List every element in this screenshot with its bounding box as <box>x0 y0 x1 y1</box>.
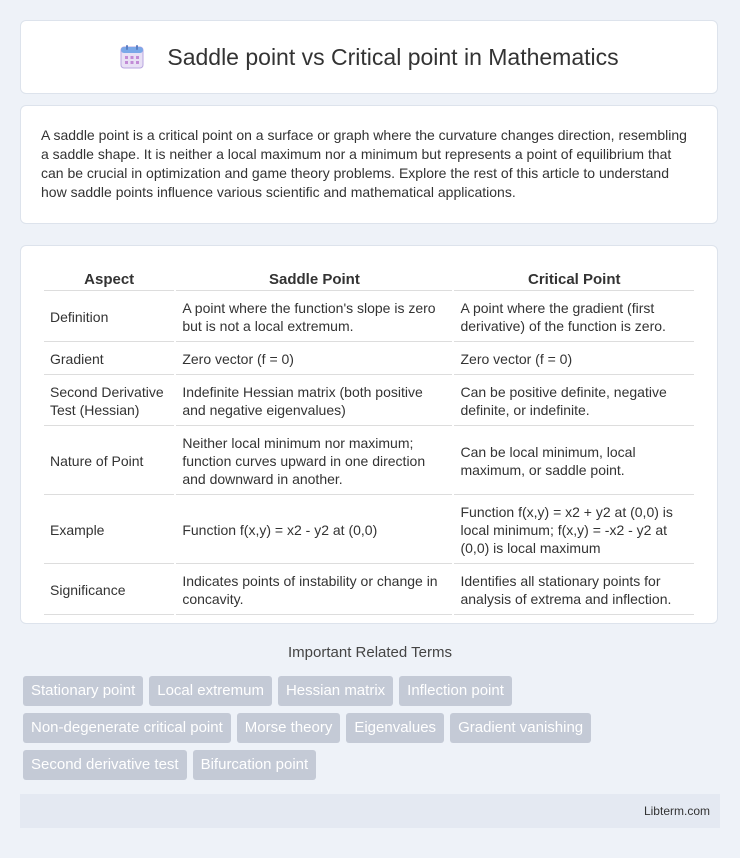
cell-critical: Identifies all stationary points for analysis of extrema and inflection. <box>454 566 694 615</box>
cell-critical: Can be local minimum, local maximum, or saddle point. <box>454 428 694 495</box>
cell-critical: Function f(x,y) = x2 + y2 at (0,0) is local minimum; f(x,y) = -x2 - y2 at (0,0) is local maximum <box>454 497 694 564</box>
tag-morse-theory[interactable]: Morse theory <box>237 713 341 743</box>
table-row <box>44 428 694 495</box>
comparison-table <box>42 266 696 617</box>
page-title: Saddle point vs Critical point in Mathematics <box>167 43 619 70</box>
cell-critical: Can be positive definite, negative definite, or indefinite. <box>454 377 694 426</box>
table-row <box>44 497 694 564</box>
table-row <box>44 293 694 342</box>
related-terms-list <box>23 676 723 787</box>
cell-aspect: Nature of Point <box>44 428 174 495</box>
cell-aspect: Significance <box>44 566 174 615</box>
table-row <box>44 377 694 426</box>
cell-saddle: Zero vector (f = 0) <box>176 344 452 375</box>
header-aspect: Aspect <box>44 268 174 291</box>
cell-critical: A point where the gradient (first derivative) of the function is zero. <box>454 293 694 342</box>
cell-critical: Zero vector (f = 0) <box>454 344 694 375</box>
tag-gradient-vanishing[interactable]: Gradient vanishing <box>450 713 591 743</box>
table-row <box>44 344 694 375</box>
header-critical-point: Critical Point <box>454 268 694 291</box>
footer <box>20 794 720 828</box>
calendar-icon <box>119 44 145 70</box>
related-terms-title: Important Related Terms <box>288 644 452 661</box>
cell-aspect: Second Derivative Test (Hessian) <box>44 377 174 426</box>
tag-hessian-matrix[interactable]: Hessian matrix <box>278 676 393 706</box>
table-header-row <box>44 268 694 291</box>
tag-second-derivative-test[interactable]: Second derivative test <box>23 750 187 780</box>
intro-card <box>20 105 718 224</box>
tag-bifurcation-point[interactable]: Bifurcation point <box>193 750 317 780</box>
intro-text: A saddle point is a critical point on a surface or graph where the curvature changes direction, resembling a saddle shape. It is neither a local maximum nor a minimum but represents a point of equilibrium that can be crucial in optimization and game theory problems. Explore the rest of this article to understand how saddle points influence various scientific and mathematical applications. <box>41 127 687 200</box>
tag-eigenvalues[interactable]: Eigenvalues <box>346 713 444 743</box>
table-row <box>44 566 694 615</box>
tag-non-degenerate-critical-point[interactable]: Non-degenerate critical point <box>23 713 231 743</box>
comparison-card <box>20 245 718 624</box>
tag-local-extremum[interactable]: Local extremum <box>149 676 272 706</box>
cell-saddle: Indicates points of instability or change in concavity. <box>176 566 452 615</box>
cell-saddle: Neither local minimum nor maximum; function curves upward in one direction and downward in another. <box>176 428 452 495</box>
cell-saddle: Indefinite Hessian matrix (both positive and negative eigenvalues) <box>176 377 452 426</box>
cell-aspect: Gradient <box>44 344 174 375</box>
cell-saddle: Function f(x,y) = x2 - y2 at (0,0) <box>176 497 452 564</box>
cell-aspect: Example <box>44 497 174 564</box>
footer-link[interactable]: Libterm.com <box>643 804 710 818</box>
title-card <box>20 20 718 94</box>
cell-aspect: Definition <box>44 293 174 342</box>
tag-stationary-point[interactable]: Stationary point <box>23 676 143 706</box>
header-saddle-point: Saddle Point <box>176 268 452 291</box>
tag-inflection-point[interactable]: Inflection point <box>399 676 512 706</box>
cell-saddle: A point where the function's slope is zero but is not a local extremum. <box>176 293 452 342</box>
